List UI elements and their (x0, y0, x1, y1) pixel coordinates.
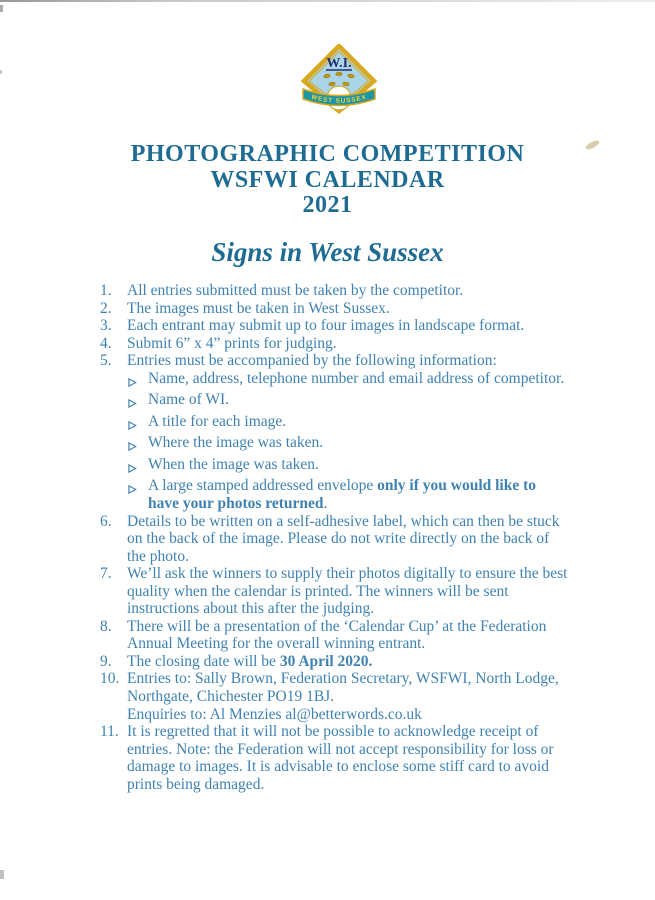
rule-number: 9. (100, 652, 112, 670)
sub-bullet-2 (128, 391, 570, 413)
page-title-line3: 2021 (302, 192, 353, 218)
rule-number: 6. (100, 512, 112, 530)
arrow-bullet-icon (128, 391, 148, 413)
rule-text: It is regretted that it will not be possible to acknowledge receipt of entries. Note: the Federation will not accept responsibility for loss or damage to images. It is advisable to enclose some stiff card to avoid prints being damaged. (127, 723, 554, 793)
scan-speck (0, 870, 4, 879)
scan-speck (0, 5, 3, 12)
sub-bullet-4 (128, 434, 570, 456)
rule-number: 2. (100, 299, 112, 317)
rule-text: Submit 6” x 4” prints for judging. (127, 334, 337, 352)
rule-item-11 (100, 723, 570, 793)
entries-address-text: Entries to: Sally Brown, Federation Secretary, WSFWI, North Lodge, Northgate, Chichester PO19 1BJ. (127, 670, 559, 706)
rule-item-5 (100, 352, 570, 370)
rule-number: 1. (100, 282, 112, 299)
wi-west-sussex-crest-logo (300, 44, 378, 116)
rule-item-10 (100, 670, 570, 723)
rules-list (100, 282, 570, 793)
rule-item-3 (100, 317, 570, 335)
emphasis-text: only if you would like to have your photos returned (148, 477, 537, 513)
rule-text: The images must be taken in West Sussex. (127, 299, 390, 317)
title-block (0, 142, 655, 219)
crest-monogram: W.I. (326, 56, 352, 71)
arrow-bullet-icon (128, 413, 148, 435)
sub-bullet-5 (128, 456, 570, 478)
enquiries-contact-text: Enquiries to: Al Menzies al@betterwords.co.uk (127, 705, 422, 723)
rule-text (127, 670, 570, 723)
rule-number: 4. (100, 334, 112, 352)
rule-item-1 (100, 282, 570, 300)
rule-5-sub-list (128, 370, 570, 513)
sub-bullet-6 (128, 477, 570, 512)
rule-item-7 (100, 565, 570, 618)
rule-number: 10. (100, 670, 120, 688)
rule-text: Each entrant may submit up to four images in landscape format. (127, 317, 525, 335)
rule-item-2 (100, 300, 570, 318)
rule-text: There will be a presentation of the ‘Calendar Cup’ at the Federation Annual Meeting for the overall winning entrant. (127, 617, 547, 653)
page-title-line1: PHOTOGRAPHIC COMPETITION (130, 141, 525, 167)
sub-bullet-text: When the image was taken. (148, 455, 319, 473)
rule-text: The closing date will be 30 April 2020. (127, 652, 373, 670)
sub-bullet-text: A large stamped addressed envelope only if you would like to have your photos returned. (148, 477, 537, 513)
arrow-bullet-icon (128, 434, 148, 456)
page-title-line2: WSFWI CALENDAR (210, 166, 445, 193)
closing-date-text: 30 April 2020. (279, 652, 373, 670)
rule-number: 8. (100, 617, 112, 635)
rule-item-8 (100, 618, 570, 653)
rule-item-4 (100, 335, 570, 353)
rule-text: We’ll ask the winners to supply their photos digitally to ensure the best quality when the calendar is printed. The winners will be sent instructions about this after the judging. (127, 565, 568, 618)
rule-item-6 (100, 513, 570, 566)
arrow-bullet-icon (128, 456, 148, 478)
arrow-bullet-icon (128, 370, 148, 392)
sub-bullet-text: A title for each image. (148, 412, 287, 430)
rule-number: 7. (100, 565, 112, 583)
rule-item-9 (100, 653, 570, 671)
sub-bullet-3 (128, 413, 570, 435)
rule-number: 5. (100, 352, 112, 370)
scan-speck (0, 70, 2, 74)
rule-number: 3. (100, 317, 112, 335)
crest-icon (300, 44, 378, 116)
sub-bullet-text: Name of WI. (148, 391, 230, 409)
scan-edge-artifact (0, 0, 655, 2)
competition-theme-title: Signs in West Sussex (211, 237, 444, 267)
rule-text: All entries submitted must be taken by the competitor. (127, 282, 464, 299)
crest-banner-text: WEST SUSSEX (310, 93, 368, 105)
rule-text: Entries must be accompanied by the following information: (127, 352, 497, 370)
rule-number: 11. (100, 723, 119, 741)
arrow-bullet-icon (128, 477, 148, 512)
sub-bullet-1 (128, 370, 570, 392)
rule-text: Details to be written on a self-adhesive label, which can then be stuck on the back of the image. Please do not write directly on the back of the photo. (127, 512, 560, 565)
sub-bullet-text: Name, address, telephone number and email address of competitor. (148, 369, 565, 387)
sub-bullet-text: Where the image was taken. (148, 434, 324, 452)
